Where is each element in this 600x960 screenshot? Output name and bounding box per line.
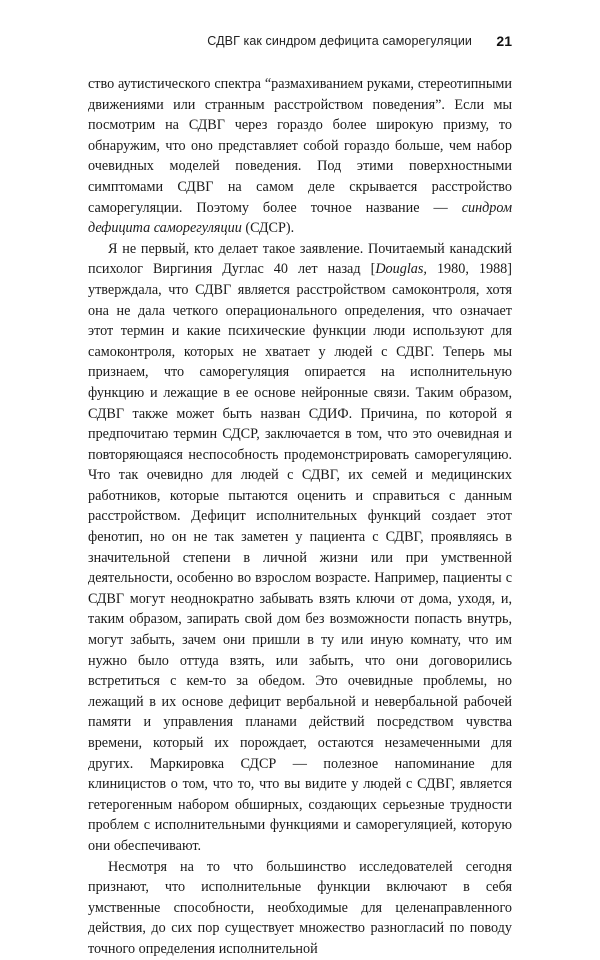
paragraph-1-text-a: ство аутистического спектра “размахиванием руками, стереотипными движениями или странным расстройством поведения”. Если мы посмотрим на СДВГ через гораздо более широкую призму, то обнаружим, что оно представляет собой гораздо больше, чем набор очевидных моделей поведения. Под этими поверхностными симптомами СДВГ на самом деле скрывается расстройство саморегуляции. Поэтому более точное название — — [88, 76, 512, 216]
paragraph-2-text-a: Я не первый, кто делает такое заявление. Почитаемый канадский психолог Виргиния Дуглас 40 лет назад [ — [88, 240, 512, 278]
paragraph-2-text-b: 1980, 1988] утверждала, что СДВГ является расстройством самоконтроля, хотя она не дала четкого операционального определения, что означает этот термин и какие психические функции люди используют для самоконтроля, которых не хватает у людей с СДВГ. Теперь мы признаем, что саморегуляция опирается на исполнительную функцию и лежащие в ее основе нейронные связи. Таким образом, СДВГ также может быть назван СДИФ. Причина, по которой я предпочитаю термин СДСР, заключается в том, что это очевидная и повторяющаяся неспособность продемонстрировать саморегуляцию. Что так очевидно для людей с СДВГ, их семей и медицинских работников, которые пытаются оценить и справиться с данным расстройством. Дефицит исполнительных функций создает этот фенотип, но он не так заметен у пациента с СДВГ, проявляясь в значительной степени в личной жизни или при умственной деятельности, особенно во взрослом возрасте. Например, пациенты с СДВГ могут неоднократно забывать взять ключи от дома, уходя, и, таким образом, запирать свой дом без возможности попасть внутрь, могут забыть, зачем они пришли в ту или иную комнату, что им нужно было оттуда взять, или забыть, что они договорились встретиться с кем-то за обедом. Это очевидные проблемы, но лежащий в их основе дефицит вербальной и невербальной рабочей памяти и управления планами действий посредством чувства времени, который их порождает, остаются незамеченными для других. Маркировка СДСР — полезное напоминание для клиницистов о том, что то, что вы видите у людей с СДВГ, является гетерогенным набором обширных, создающих серьезные трудности проблем с исполнительными функциями и саморегуляцией, которую они обеспечивают. — [88, 261, 512, 854]
paragraph-1 — [88, 74, 512, 239]
paragraph-1-italic-term: синдром дефицита саморегуляции — [88, 199, 512, 237]
paragraph-2 — [88, 239, 512, 857]
running-title: СДВГ как синдром дефицита саморегуляции — [207, 34, 472, 48]
body-text — [88, 74, 512, 960]
paragraph-2-italic-citation: Douglas, — [375, 261, 427, 278]
running-header — [88, 34, 512, 56]
page-number: 21 — [496, 33, 512, 49]
paragraph-1-text-b: (СДСР). — [241, 220, 295, 237]
paragraph-3: Несмотря на то что большинство исследователей сегодня признают, что исполнительные функции включают в себя умственные способности, необходимые для целенаправленного действия, до сих пор существует множество разногласий по поводу точного определения исполнительной — [88, 858, 512, 957]
